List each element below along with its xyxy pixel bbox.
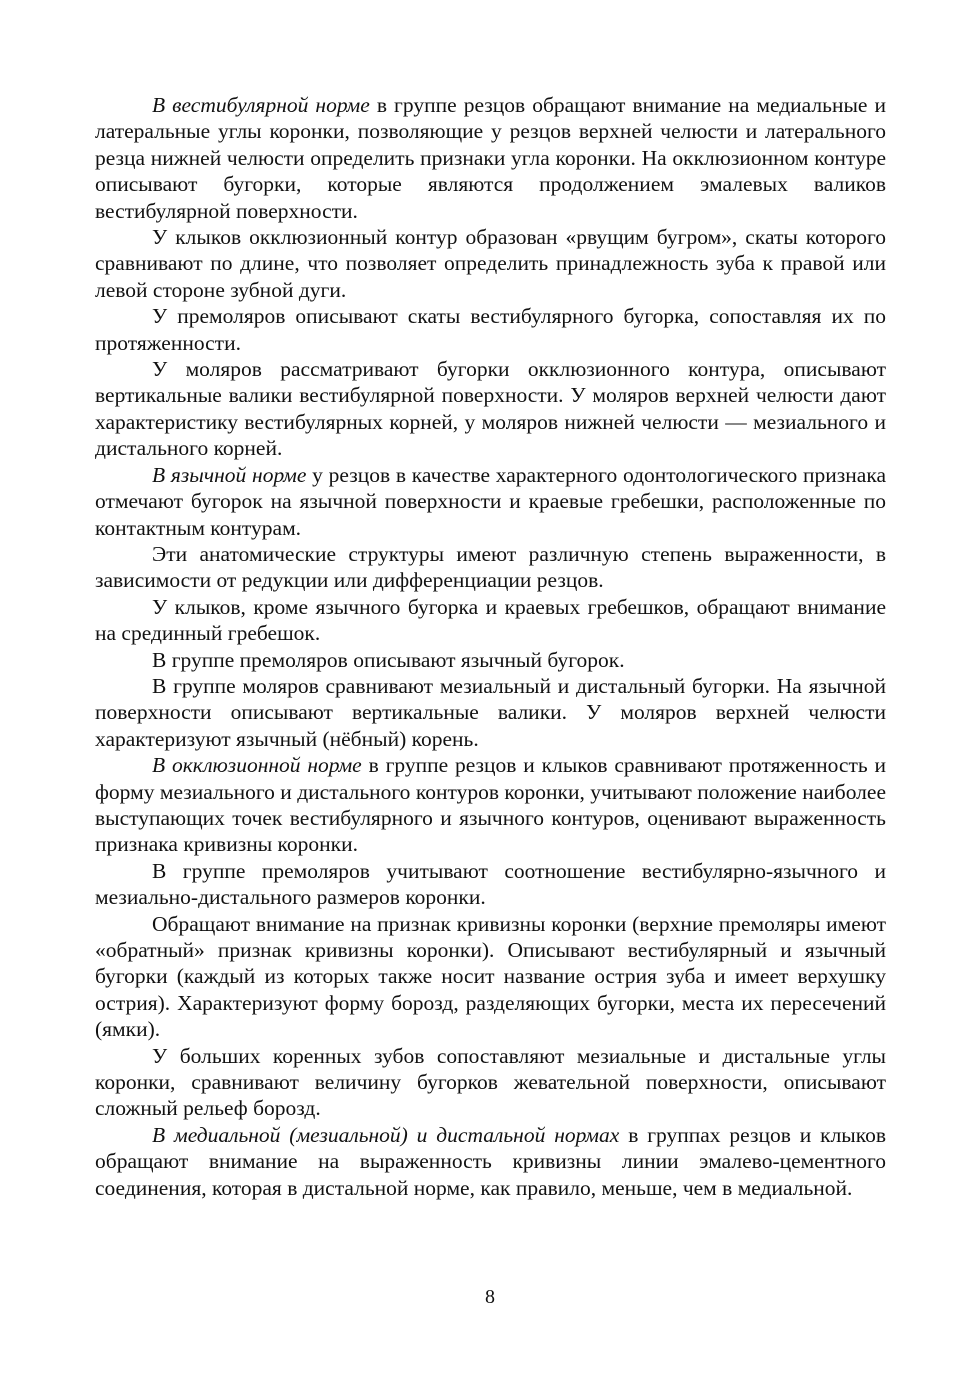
paragraph-14-text: в группах резцов и клыков обращают внимание на выраженность кривизны линии эмалево-цементного соединения, которая в дистальной норме, как правило, меньше, чем в медиальной. (95, 1122, 887, 1200)
page-body (95, 92, 886, 1201)
paragraph-3-text: У премоляров описывают скаты вестибулярного бугорка, сопоставляя их по протяженности. (95, 304, 886, 355)
paragraph-4 (95, 356, 886, 462)
paragraph-9-text: В группе моляров сравнивают мезиальный и дистальный бугорки. На язычной поверхности описывают вертикальные валики. У моляров верхней челюсти характеризуют язычный (нёбный) корень. (95, 673, 886, 751)
paragraph-1-text: в группе резцов обращают внимание на медиальные и латеральные углы коронки, позволяющие у резцов верхней челюсти и латерального резца нижней челюсти определить признаки угла коронки. На окклюзионном контуре описывают бугорки, которые являются продолжением эмалевых валиков вестибулярной поверхности. (95, 93, 887, 223)
paragraph-1-lead: В вестибулярной норме (152, 93, 370, 117)
paragraph-11 (95, 858, 886, 911)
paragraph-9 (95, 673, 886, 752)
paragraph-8 (95, 647, 886, 673)
paragraph-10 (95, 752, 886, 858)
paragraph-11-text: В группе премоляров учитывают соотношение вестибулярно-язычного и мезиально-дистального размеров коронки. (95, 858, 886, 910)
paragraph-8-text: В группе премоляров описывают язычный бугорок. (152, 647, 625, 672)
paragraph-2-text: У клыков окклюзионный контур образован «рвущим бугром», скаты которого сравнивают по длине, что позволяет определить принадлежность зуба к правой или левой стороне зубной дуги. (95, 225, 886, 302)
paragraph-6 (95, 541, 886, 594)
paragraph-4-text: У моляров рассматривают бугорки окклюзионного контура, описывают вертикальные валики вестибулярной поверхности. У моляров верхней челюсти дают характеристику вестибулярных корней, у моляров нижней челюсти — мезиального и дистального корней. (95, 357, 886, 461)
paragraph-14-lead: В медиальной (мезиальной) и дистальной нормах (152, 1122, 620, 1147)
paragraph-3 (95, 303, 886, 356)
paragraph-6-text: Эти анатомические структуры имеют различную степень выраженности, в зависимости от редукции или дифференциации резцов. (95, 541, 886, 593)
paragraph-5-text: у резцов в качестве характерного одонтологического признака отмечают бугорок на язычной поверхности и краевые гребешки, расположенные по контактным контурам. (95, 462, 886, 540)
paragraph-10-text: в группе резцов и клыков сравнивают протяженность и форму мезиального и дистального контуров коронки, учитывают положение наиболее выступающих точек вестибулярного и язычного контуров, оценивают выраженность признака кривизны коронки. (95, 753, 887, 857)
paragraph-2 (95, 224, 886, 303)
paragraph-14 (95, 1122, 886, 1201)
paragraph-12 (95, 911, 886, 1043)
paragraph-7 (95, 594, 886, 647)
paragraph-10-lead: В окклюзионной норме (152, 753, 362, 778)
paragraph-13 (95, 1043, 886, 1122)
paragraph-13-text: У больших коренных зубов сопоставляют мезиальные и дистальные углы коронки, сравнивают величину бугорков жевательной поверхности, описывают сложный рельеф борозд. (95, 1043, 886, 1121)
paragraph-1 (95, 92, 886, 224)
paragraph-5 (95, 462, 886, 541)
page-number: 8 (485, 1286, 495, 1308)
paragraph-12-text: Обращают внимание на признак кривизны коронки (верхние премоляры имеют «обратный» признак кривизны коронки). Описывают вестибулярный и язычный бугорки (каждый из которых также носит название острия зуба и имеет верхушку острия). Характеризуют форму борозд, разделяющих бугорки, места их пересечений (ямки). (95, 911, 886, 1042)
paragraph-7-text: У клыков, кроме язычного бугорка и краевых гребешков, обращают внимание на срединный гребешок. (95, 594, 886, 646)
paragraph-5-lead: В язычной норме (152, 462, 307, 487)
